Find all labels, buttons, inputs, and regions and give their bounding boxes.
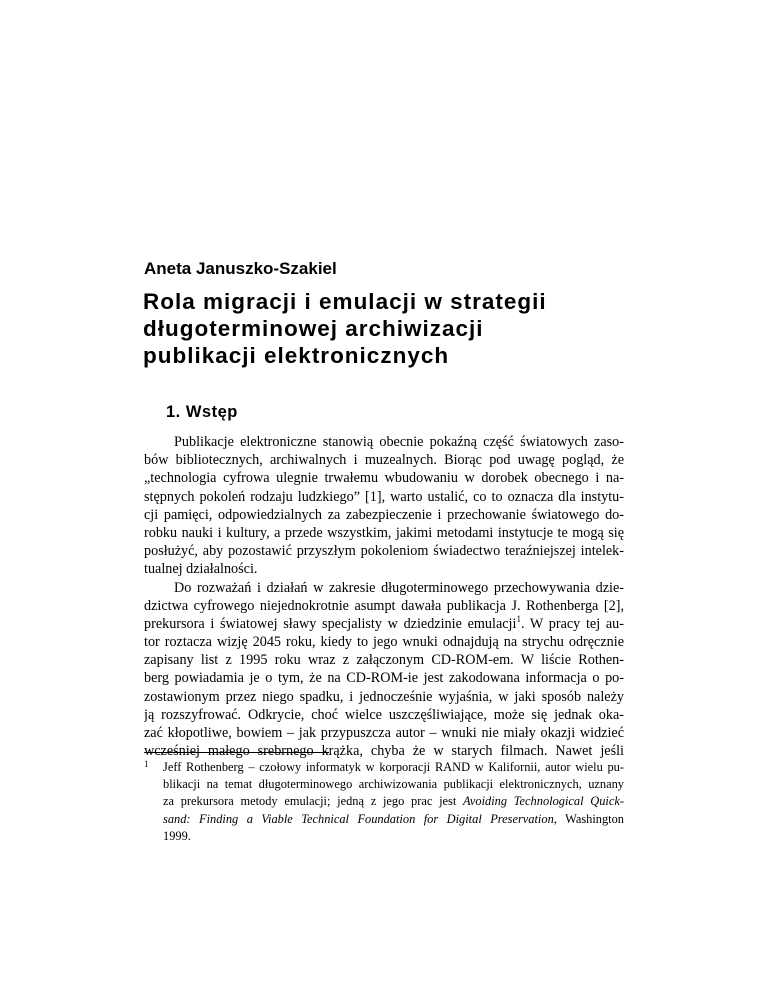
- body-line: stępnych pokoleń rodzaju ludzkiego” [1], warto ustalić, co to oznacza dla instytu-: [144, 488, 624, 505]
- author-name: Aneta Januszko-Szakiel: [144, 259, 337, 278]
- body-segment: . W pracy tej au-: [520, 615, 624, 632]
- footnote-line: 1999.: [163, 828, 191, 843]
- body-line: posłużyć, aby pozostawić przyszłym pokoleniom świadectwo teraźniejszej intelek-: [144, 543, 624, 560]
- body-line: robku nauki i kultury, a przede wszystkim, jakimi metodami instytucje te mogą się: [144, 524, 624, 541]
- body-text: [144, 433, 624, 760]
- body-line: berg powiadamia je o tym, że na CD-ROM-ie jest zakodowana informacja o po-: [144, 670, 624, 687]
- footnote-line: [163, 793, 624, 810]
- footnote-text: [163, 759, 624, 845]
- paper-title: [143, 288, 623, 369]
- body-line: zapisany list z 1995 roku wraz z załączonym CD-ROM-em. W liście Rothen-: [144, 652, 624, 669]
- body-line: bów bibliotecznych, archiwalnych i muzealnych. Biorąc pod uwagę pogląd, że: [144, 452, 624, 469]
- body-segment: prekursora i światowej sławy specjalisty w dziedzinie emulacji: [144, 615, 517, 632]
- body-line: ją rozszyfrować. Odkrycie, choć wielce uszczęśliwiające, może się jednak oka-: [144, 706, 624, 723]
- title-line: Rola migracji i emulacji w strategii: [143, 289, 547, 314]
- body-line: [144, 615, 624, 633]
- body-line: zostawionym przez niego spadku, i jednocześnie wyjaśnia, w jaki sposób należy: [144, 688, 624, 705]
- title-line: długoterminowej archiwizacji: [143, 316, 484, 341]
- footnote-segment: za prekursora metody emulacji; jedną z jego prac jest: [163, 794, 464, 809]
- body-line: wcześniej małego srebrnego krążka, chyba że w starych filmach. Nawet jeśli: [144, 743, 624, 760]
- body-line: dzictwa cyfrowego niejednokrotnie asumpt dawała publikacja J. Rothenberga [2],: [144, 597, 624, 614]
- footnote-segment: , Washington: [553, 811, 624, 826]
- body-line: Do rozważań i działań w zakresie długoterminowego przechowywania dzie-: [174, 579, 624, 596]
- footnote-line: blikacji na temat długoterminowego archiwizowania publikacji elektronicznych, uznany: [163, 777, 624, 792]
- footnote-line: Jeff Rothenberg – czołowy informatyk w korporacji RAND w Kalifornii, autor wielu pu-: [163, 760, 624, 774]
- body-line: zać kłopotliwe, bowiem – jak przypuszcza autor – wnuki nie miały okazji widzieć: [144, 725, 624, 742]
- body-line: Publikacje elektroniczne stanowią obecnie pokaźną część światowych zaso-: [174, 434, 624, 450]
- body-line: tor roztacza wizję 2045 roku, kiedy to jego wnuki odnajdują na strychu odręcznie: [144, 634, 624, 651]
- footnote-line: [163, 811, 624, 828]
- footnote: [144, 759, 624, 845]
- footnote-reference[interactable]: 1: [516, 614, 521, 624]
- body-line: tualnej działalności.: [144, 561, 258, 578]
- body-line: cji pamięci, odpowiedzialnych za zabezpieczenie i przechowanie światowego do-: [144, 506, 624, 523]
- body-line: „technologia cyfrowa ulegnie trwałemu wbudowaniu w dorobek obecnego i na-: [144, 470, 624, 487]
- footnote-book-title: sand: Finding a Viable Technical Foundation for Digital Preservation: [163, 811, 554, 826]
- footnote-book-title: Avoiding Technological Quick-: [463, 794, 624, 809]
- title-line: publikacji elektronicznych: [143, 343, 450, 368]
- section-heading: 1. Wstęp: [166, 403, 238, 421]
- footnote-number: 1: [144, 759, 149, 769]
- footnote-divider: [144, 752, 329, 753]
